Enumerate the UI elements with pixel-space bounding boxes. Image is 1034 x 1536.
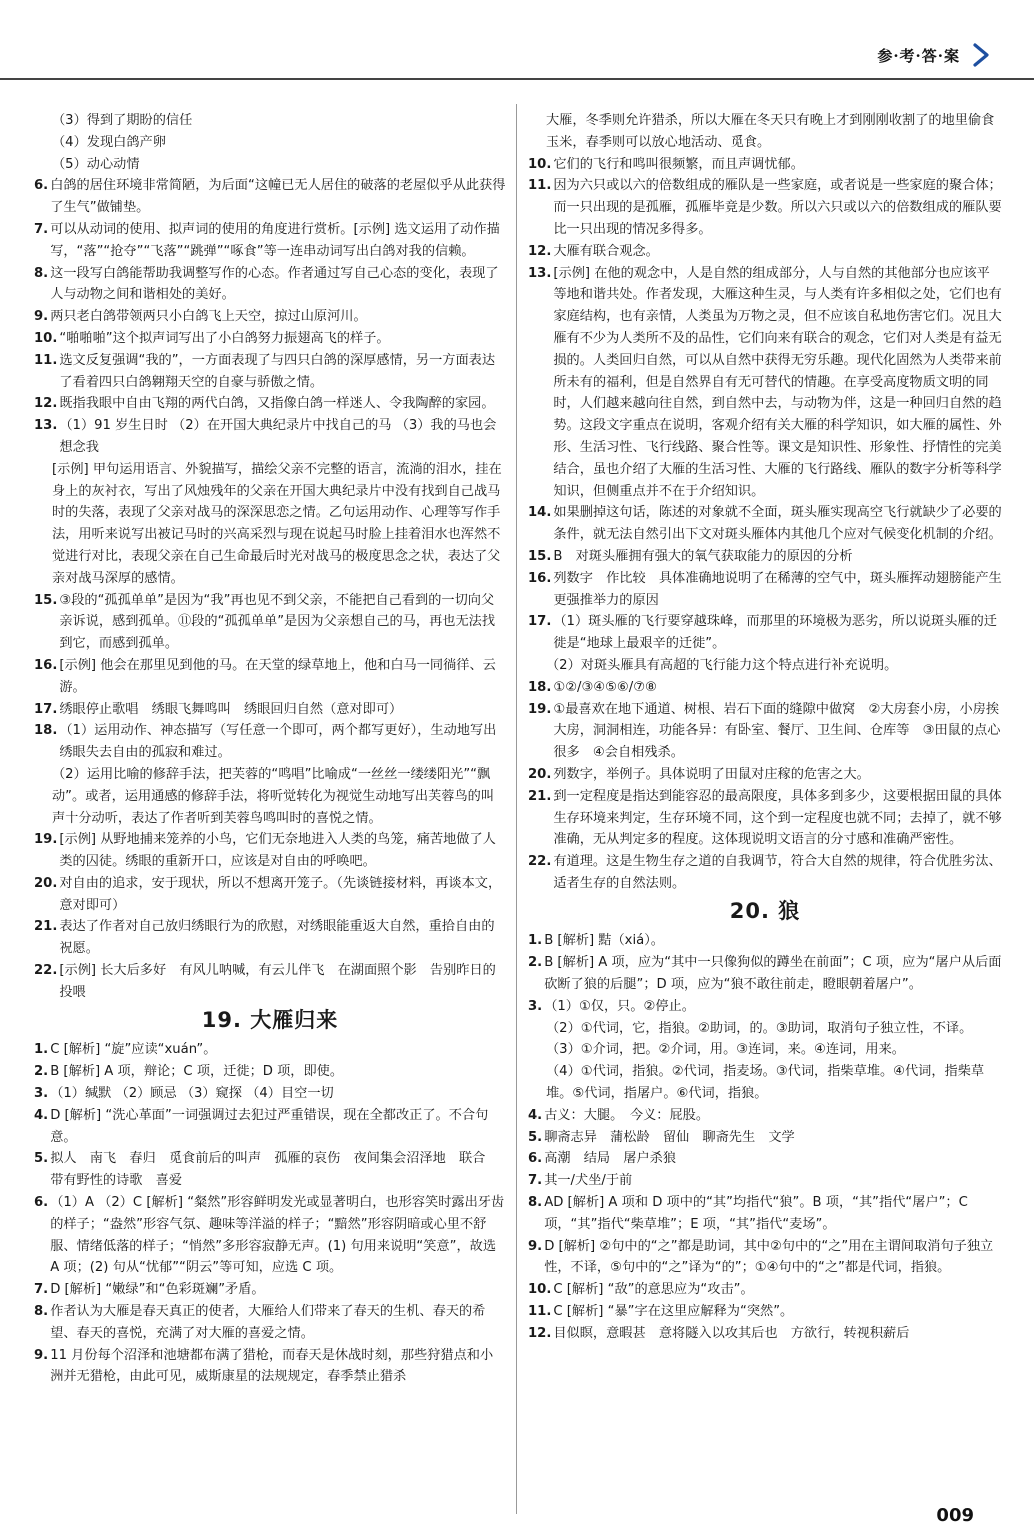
answer-item (34, 132, 506, 154)
answer-item (34, 1192, 506, 1279)
answer-text: B [解析] A 项，应为“其中一只像狗似的蹲坐在前面”；C 项，应为“屠户从后面砍断了狼的后腿”；D 项，应为“狼不敢往前走，瞪眼朝着屠户”。 (544, 955, 1002, 993)
answer-item (528, 930, 1002, 952)
answer-number: 12. (34, 396, 58, 412)
answer-number: 11. (34, 352, 58, 368)
section-heading: 20. 狼 (729, 898, 801, 923)
answer-item (528, 110, 1002, 154)
answer-number: 19. (528, 701, 552, 717)
answer-text: B [解析] A 项，辩论；C 项，迁徙；D 项，即使。 (50, 1064, 344, 1080)
answer-number: 10. (528, 156, 552, 172)
answer-number: 7. (528, 1173, 543, 1189)
answer-number: 16. (34, 657, 58, 673)
answer-number: 13. (34, 418, 58, 434)
answer-number: 8. (528, 1195, 543, 1211)
answer-item (34, 1301, 506, 1345)
answer-number: 7. (34, 221, 49, 237)
answer-item (34, 916, 506, 960)
answer-text: （4）①代词，指狼。②代词，指麦场。③代词，指柴草堆。④代词，指柴草堆。⑤代词，指屠户。⑥代词，指狼。 (546, 1064, 985, 1102)
answer-text: （1）缄默 （2）顾忌 （3）窥探 （4）目空一切 (50, 1086, 334, 1102)
answer-text: （2）对斑头雁具有高超的飞行能力这个特点进行补充说明。 (546, 657, 898, 673)
answer-number: 8. (34, 1304, 49, 1320)
answer-text: D [解析] “洗心革面”一词强调过去犯过严重错误，现在全都改正了。不合句意。 (50, 1107, 489, 1145)
answer-number: 17. (528, 614, 552, 630)
answer-number: 5. (528, 1129, 543, 1145)
header-rule (0, 78, 1034, 80)
answer-text: 有道理。这是生物生存之道的自我调节，符合大自然的规律，符合优胜劣汰、适者生存的自然法则。 (553, 854, 1002, 891)
answer-text: [示例] 在他的观念中，人是自然的组成部分，人与自然的其他部分也应该平等地和谐共处。作者发现，大雁这种生灵，与人类有许多相似之处，它们也有家庭结构，也有亲情，人类虽为万物之灵，但不应该自私地伤害它们。况且大雁有不少为人类所不及的品性，它们向来有联合的观念，它们对人类是有益无损的。人类回归自然，可以从自然中获得无穷乐趣。现代化固然为人类带来前所未有的福利，但是自然界自有无可替代的情趣。在享受高度物质文明的同时，人们越来越向往自然，到自然中去，与动物为伴，这是一种回归自然的趋势。这段文字重点在说明，客观介绍有关大雁的科学知识，如大雁的属性、外形、生活习性、飞行线路、聚合性等。课文是知识性、形象性、抒情性的完美结合，虽也介绍了大雁的生活习性、大雁的飞行路线、雁队的数字分析等科学知识，但侧重点并不在于介绍知识。 (553, 265, 1002, 499)
answer-text: C [解析] “暴”字在这里应解释为“突然”。 (553, 1304, 794, 1320)
answer-item (528, 851, 1002, 895)
answer-item (528, 1148, 1002, 1170)
answer-number: 13. (528, 265, 552, 281)
answer-number: 1. (528, 933, 543, 949)
answer-text: （1）91 岁生日时 （2）在开国大典纪录片中找自己的马 （3）我的马也会想念我 (59, 418, 497, 455)
answer-number: 18. (528, 679, 552, 695)
answer-text: （1）运用动作、神态描写（写任意一个即可，两个都写更好），生动地写出绣眼失去自由的孤寂和难过。 (59, 723, 497, 761)
answer-text: 既指我眼中自由飞翔的两代白鸽，又指像白鸽一样迷人、令我陶醉的家园。 (59, 396, 495, 412)
answer-item (34, 219, 506, 263)
answer-item (34, 1083, 506, 1105)
answer-item (34, 720, 506, 764)
column-divider (516, 104, 517, 1514)
answer-text: （1）A （2）C [解析] “粲然”形容鲜明发光或显著明白，也形容笑时露出牙齿的样子；“盎然”形容气氛、趣味等洋溢的样子；“黯然”形容阴暗或心里不舒服、情绪低落的样子；“悄然”多形容寂静无声。(1) 句用来说明“笑意”，故选 A 项；(2) 句从“忧郁”“阴云”等可知，应选 C 项。 (50, 1195, 505, 1276)
answer-text: （1）斑头雁的飞行要穿越珠峰，而那里的环境极为恶劣，所以说斑头雁的迁徙是“地球上最艰辛的迁徙”。 (553, 614, 997, 652)
answer-item (528, 546, 1002, 568)
answer-number: 5. (34, 1151, 49, 1167)
answer-text: C [解析] “旋”应读“xuán”。 (50, 1042, 217, 1058)
answer-number: 8. (34, 265, 49, 281)
answer-text: B [解析] 黠（xiá）。 (544, 933, 664, 949)
answer-text: 列数字，举例子。具体说明了田鼠对庄稼的危害之大。 (553, 766, 870, 782)
answer-number: 14. (528, 505, 552, 521)
answer-item (34, 306, 506, 328)
answer-item (34, 764, 506, 829)
header-title: 参·考·答·案 (877, 46, 960, 65)
answer-text: （4）发现白鸽产卵 (52, 134, 166, 150)
answer-text: [示例] 他会在那里见到他的马。在天堂的绿草地上，他和白马一同徜徉、云游。 (59, 657, 496, 695)
answer-number: 2. (34, 1064, 49, 1080)
chevron-right-icon (968, 42, 994, 68)
answer-text: 大雁，冬季则允许猎杀，所以大雁在冬天只有晚上才到刚刚收割了的地里偷食玉米，春季则可以放心地活动、觅食。 (546, 113, 995, 150)
answer-number: 20. (528, 766, 552, 782)
answer-text: D [解析] ②句中的“之”都是助词，其中②句中的“之”用在主谓间取消句子独立性，不译，⑤句中的“之”译为“的”；①④句中的“之”都是代词，指狼。 (544, 1238, 994, 1276)
answer-item (528, 611, 1002, 655)
answer-text: D [解析] “嫩绿”和“色彩斑斓”矛盾。 (50, 1282, 265, 1298)
answer-number: 2. (528, 955, 543, 971)
answer-number: 9. (528, 1238, 543, 1254)
right-column (528, 110, 1002, 1345)
answer-text: （1）①仅，只。②停止。 (544, 998, 695, 1014)
answer-text: 如果删掉这句话，陈述的对象就不全面，斑头雁实现高空飞行就缺少了必要的条件，就无法自然引出下文对斑头雁体内其他几个应对气候变化机制的介绍。 (553, 505, 1002, 543)
answer-number: 12. (528, 243, 552, 259)
answer-number: 12. (528, 1325, 552, 1341)
answer-item (528, 1279, 1002, 1301)
section-heading: 19. 大雁归来 (201, 1007, 339, 1032)
answer-item (528, 786, 1002, 851)
answer-text: （3）得到了期盼的信任 (52, 113, 193, 128)
answer-number: 6. (528, 1151, 543, 1167)
answer-number: 15. (528, 548, 552, 564)
answer-number: 17. (34, 701, 58, 717)
answer-number: 21. (34, 919, 58, 935)
answer-number: 11. (528, 1304, 552, 1320)
answer-text: 选文反复强调“我的”，一方面表现了与四只白鸽的深厚感情，另一方面表达了看着四只白鸽翱翔天空的自豪与骄傲之情。 (59, 352, 496, 390)
answer-text: 对自由的追求，安于现状，所以不想离开笼子。（先谈链接材料，再谈本文，意对即可） (59, 875, 502, 913)
answer-item (34, 590, 506, 655)
answer-text: （2）①代词，它，指狼。②助词，的。③助词，取消句子独立性，不译。 (546, 1020, 973, 1036)
answer-text: 其一/犬坐/于前 (544, 1173, 633, 1189)
answer-item (34, 350, 506, 394)
answer-item (528, 764, 1002, 786)
answer-item (34, 263, 506, 307)
answer-text: 白鸽的居住环境非常简陋，为后面“这幢已无人居住的破落的老屋似乎从此获得了生气”做铺垫。 (50, 178, 506, 216)
answer-number: 6. (34, 178, 49, 194)
answer-number: 15. (34, 592, 58, 608)
answer-text: 表达了作者对自己放归绣眼行为的欣慰，对绣眼能重返大自然，重拾自由的祝愿。 (59, 919, 495, 957)
answer-item (34, 699, 506, 721)
answer-text: （2）运用比喻的修辞手法，把芙蓉的“鸣唱”比喻成“一丝丝一缕缕阳光”“飘动”。或者，运用通感的修辞手法，将听觉转化为视觉生动地写出芙蓉鸟的叫声十分动听，表达了作者听到芙蓉鸟鸣叫时的喜悦之情。 (52, 766, 495, 826)
answer-number: 10. (528, 1282, 552, 1298)
answer-text: [示例] 甲句运用语言、外貌描写，描绘父亲不完整的语言，流淌的泪水，挂在身上的灰衬衣，写出了风烛残年的父亲在开国大典纪录片中没有找到自己战马时的失落，表现了父亲对战马的深深思恋之情。乙句运用动作、心理等写作手法，用听来说写出被记马时的兴高采烈与现在说起马时脸上挂着泪水也浑然不觉进行对比，表现父亲在自己生命最后时光对战马的极度思念之状，表达了父亲对战马深厚的感情。 (52, 461, 502, 586)
answer-item (34, 459, 506, 590)
answer-number: 20. (34, 875, 58, 891)
answer-number: 3. (528, 998, 543, 1014)
answer-item (34, 1061, 506, 1083)
answer-item (528, 1301, 1002, 1323)
answer-item (34, 415, 506, 459)
answer-item (528, 1236, 1002, 1280)
answer-item (34, 1105, 506, 1149)
answer-item (34, 393, 506, 415)
answer-item (34, 1148, 506, 1192)
answer-item (528, 502, 1002, 546)
answer-item (34, 175, 506, 219)
answer-item (34, 110, 506, 132)
answer-text: 古义：大腿。 今义：屁股。 (544, 1107, 710, 1123)
answer-text: （3）①介词，把。②介词，用。③连词，来。④连词，用来。 (546, 1042, 905, 1058)
answer-item (34, 873, 506, 917)
answer-number: 18. (34, 723, 58, 739)
answer-text: 两只老白鸽带领两只小白鸽飞上天空，掠过山原河川。 (50, 309, 367, 325)
answer-item (528, 677, 1002, 699)
answer-text: （5）动心动情 (52, 156, 140, 172)
answer-number: 21. (528, 788, 552, 804)
answer-text: 目似瞑，意暇甚 意将隧入以攻其后也 方欲行，转视积薪后 (553, 1325, 910, 1341)
answer-item (528, 952, 1002, 996)
answer-item (528, 1018, 1002, 1040)
answer-item (528, 263, 1002, 503)
answer-text: 绣眼停止歌唱 绣眼飞舞鸣叫 绣眼回归自然（意对即可） (59, 701, 403, 717)
answer-text: 它们的飞行和鸣叫很频繁，而且声调忧郁。 (553, 156, 804, 172)
answer-item (528, 699, 1002, 764)
answer-number: 1. (34, 1042, 49, 1058)
answer-item (528, 1061, 1002, 1105)
answer-text: ①②/③④⑤⑥/⑦⑧ (553, 679, 657, 695)
answer-text: 大雁有联合观念。 (553, 243, 659, 259)
answer-item (528, 1105, 1002, 1127)
answer-item (528, 568, 1002, 612)
answer-text: ③段的“孤孤单单”是因为“我”再也见不到父亲，不能把自己看到的一切向父亲诉说，感到孤单。⑪段的“孤孤单单”是因为父亲想自己的马，再也无法找到它，而感到孤单。 (59, 592, 496, 652)
answer-text: ①最喜欢在地下通道、树根、岩石下面的缝隙中做窝 ②大房套小房，小房挨大房，洞洞相连，功能各异：有卧室、餐厅、卫生间、仓库等 ③田鼠的点心很多 ④会自相残杀。 (553, 701, 1001, 761)
answer-number: 4. (528, 1107, 543, 1123)
answer-item (34, 655, 506, 699)
answer-number: 3. (34, 1086, 49, 1102)
answer-text: C [解析] “敌”的意思应为“攻击”。 (553, 1282, 754, 1298)
answer-text: 拟人 南飞 春归 觅食前后的叫声 孤雁的哀伤 夜间集会沼泽地 联合 带有野性的诗歌 喜爱 (50, 1151, 499, 1189)
answer-text: 可以从动词的使用、拟声词的使用的角度进行赏析。[示例] 选文运用了动作描写，“落”“抢夺”“飞落”“跳弹”“啄食”等一连串动词写出白鸽对我的信赖。 (50, 221, 500, 259)
answer-text: “啪啪啪”这个拟声词写出了小白鸽努力振翅高飞的样子。 (59, 330, 390, 346)
answer-item (34, 1279, 506, 1301)
answer-item (528, 1039, 1002, 1061)
answer-number: 16. (528, 570, 552, 586)
answer-number: 9. (34, 1347, 49, 1363)
answer-number: 22. (34, 963, 58, 979)
answer-item (528, 1170, 1002, 1192)
answer-item (528, 154, 1002, 176)
answer-number: 4. (34, 1107, 49, 1123)
answer-text: [示例] 长大后多好 有风儿呐喊，有云儿伴飞 在湖面照个影 告别昨日的投喂 (59, 963, 496, 1000)
answer-text: 到一定程度是指达到能容忍的最高限度，具体多到多少，这要根据田鼠的具体生存环境来判定，生存环境不同，这个到一定程度也就不同；去掉了，就不够准确，无从判定多的程度。这体现说明文语言的分寸感和准确严密性。 (553, 788, 1002, 848)
answer-text: 因为六只或以六的倍数组成的雁队是一些家庭，或者说是一些家庭的聚合体；而一只出现的是孤雁，孤雁毕竟是少数。所以六只或以六的倍数组成的雁队要比一只出现的情况多得多。 (553, 178, 1002, 237)
answer-number: 9. (34, 309, 49, 325)
answer-text: 11 月份每个沼泽和池塘都布满了猎枪，而春天是休战时刻，那些狩猎点和小洲并无猎枪，由此可见，威斯康星的法规规定，春季禁止猎杀 (50, 1347, 494, 1385)
answer-text: 高潮 结局 屠户杀狼 (544, 1151, 677, 1167)
answer-item (528, 175, 1002, 240)
answer-item (528, 1323, 1002, 1345)
answer-item (528, 655, 1002, 677)
answer-number: 7. (34, 1282, 49, 1298)
answer-text: [示例] 从野地捕来笼养的小鸟，它们无奈地进入人类的鸟笼，痛苦地做了人类的囚徒。绣眼的重新开口，应该是对自由的呼唤吧。 (59, 832, 496, 870)
answer-item (34, 1345, 506, 1389)
answer-number: 19. (34, 832, 58, 848)
left-column (34, 110, 506, 1388)
page-header (877, 38, 994, 72)
answer-text: AD [解析] A 项和 D 项中的“其”均指代“狼”。B 项，“其”指代“屠户”；C 项，“其”指代“柴草堆”；E 项，“其”指代“麦场”。 (544, 1195, 968, 1232)
answer-text: 作者认为大雁是春天真正的使者，大雁给人们带来了春天的生机、春天的希望、春天的喜悦，充满了对大雁的喜爱之情。 (50, 1304, 486, 1341)
page-number: 009 (936, 1505, 974, 1526)
answer-item (34, 154, 506, 176)
answer-item (528, 1192, 1002, 1236)
answer-number: 11. (528, 178, 552, 194)
answer-number: 10. (34, 330, 58, 346)
answer-text: 这一段写白鸽能帮助我调整写作的心态。作者通过写自己心态的变化，表现了人与动物之间和谐相处的美好。 (50, 265, 499, 303)
answer-item (34, 328, 506, 350)
answer-text: B 对斑头雁拥有强大的氧气获取能力的原因的分析 (553, 548, 853, 564)
answer-text: 聊斋志异 蒲松龄 留仙 聊斋先生 文学 (544, 1129, 795, 1145)
answer-item (528, 241, 1002, 263)
answer-number: 6. (34, 1195, 49, 1211)
answer-text: 列数字 作比较 具体准确地说明了在稀薄的空气中，斑头雁挥动翅膀能产生更强推举力的原因 (553, 570, 1002, 608)
answer-item (528, 996, 1002, 1018)
answer-number: 22. (528, 854, 552, 870)
answer-item (34, 1039, 506, 1061)
answer-item (528, 1127, 1002, 1149)
answer-item (34, 960, 506, 1004)
answer-item (34, 829, 506, 873)
